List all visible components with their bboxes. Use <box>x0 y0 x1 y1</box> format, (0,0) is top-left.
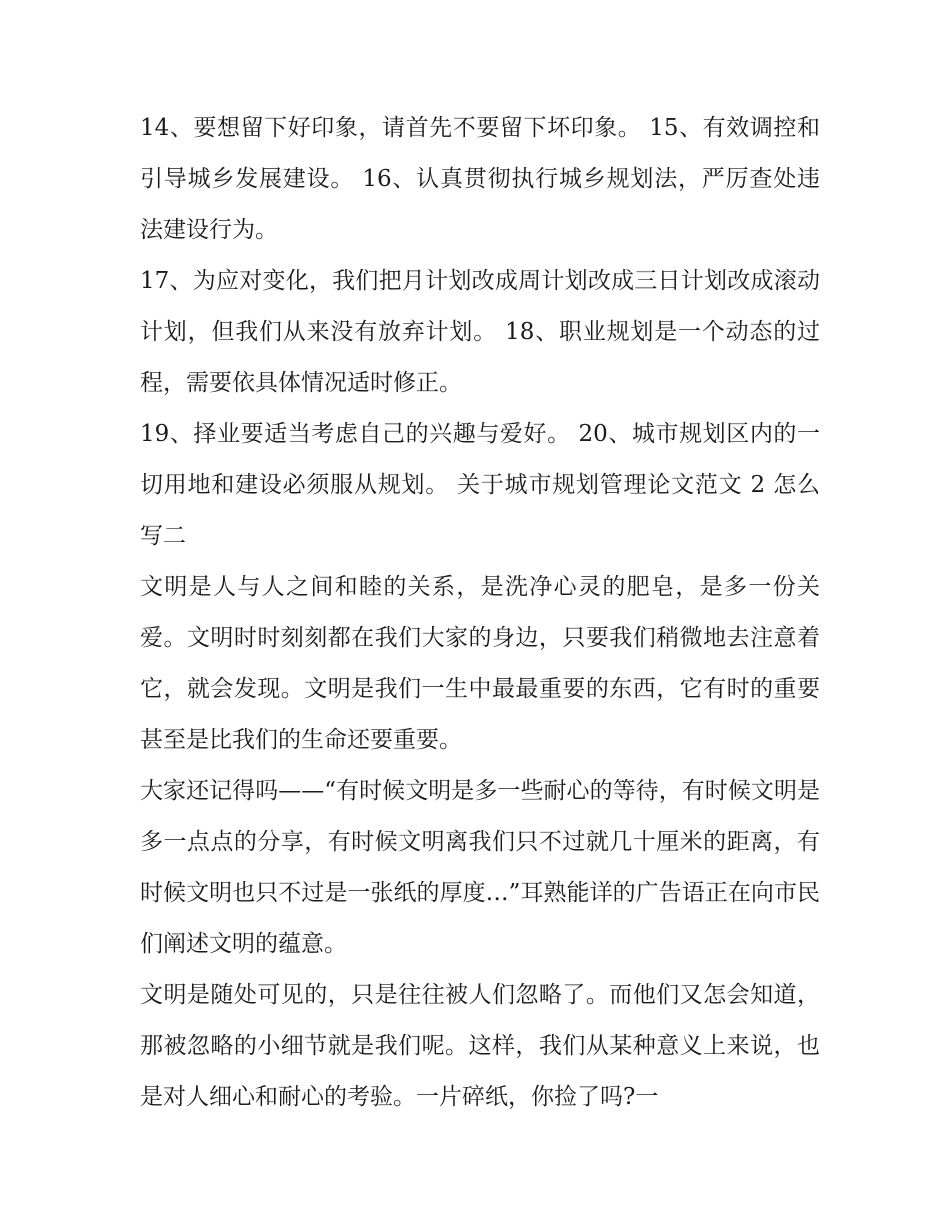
paragraph-5: 大家还记得吗——“有时候文明是多一些耐心的等待，有时候文明是多一点点的分享，有时候文明离我们只不过就几十厘米的距离，有时候文明也只不过是一张纸的厚度…”耳熟能详的广告语正在向市民们阐述文明的蕴意。 <box>140 778 820 957</box>
paragraph-6: 文明是随处可见的，只是往往被人们忽略了。而他们又怎会知道，那被忽略的小细节就是我们呢。这样，我们从某种意义上来说，也是对人细心和耐心的考验。一片碎纸，你捡了吗?一 <box>140 982 820 1110</box>
paragraph-2: 17、为应对变化，我们把月计划改成周计划改成三日计划改成滚动计划，但我们从来没有放弃计划。 18、职业规划是一个动态的过程，需要依具体情况适时修正。 <box>140 268 820 396</box>
paragraph-1: 14、要想留下好印象，请首先不要留下坏印象。 15、有效调控和引导城乡发展建设。 16、认真贯彻执行城乡规划法，严厉查处违法建设行为。 <box>140 115 820 243</box>
paragraph-3: 19、择业要适当考虑自己的兴趣与爱好。 20、城市规划区内的一切用地和建设必须服从规划。 关于城市规划管理论文范文 2 怎么写二 <box>140 421 820 549</box>
paragraph-4: 文明是人与人之间和睦的关系，是洗净心灵的肥皂，是多一份关爱。文明时时刻刻都在我们大家的身边，只要我们稍微地去注意着它，就会发现。文明是我们一生中最最重要的东西，它有时的重要甚至是比我们的生命还要重要。 <box>140 574 820 753</box>
document-body <box>140 103 820 1123</box>
